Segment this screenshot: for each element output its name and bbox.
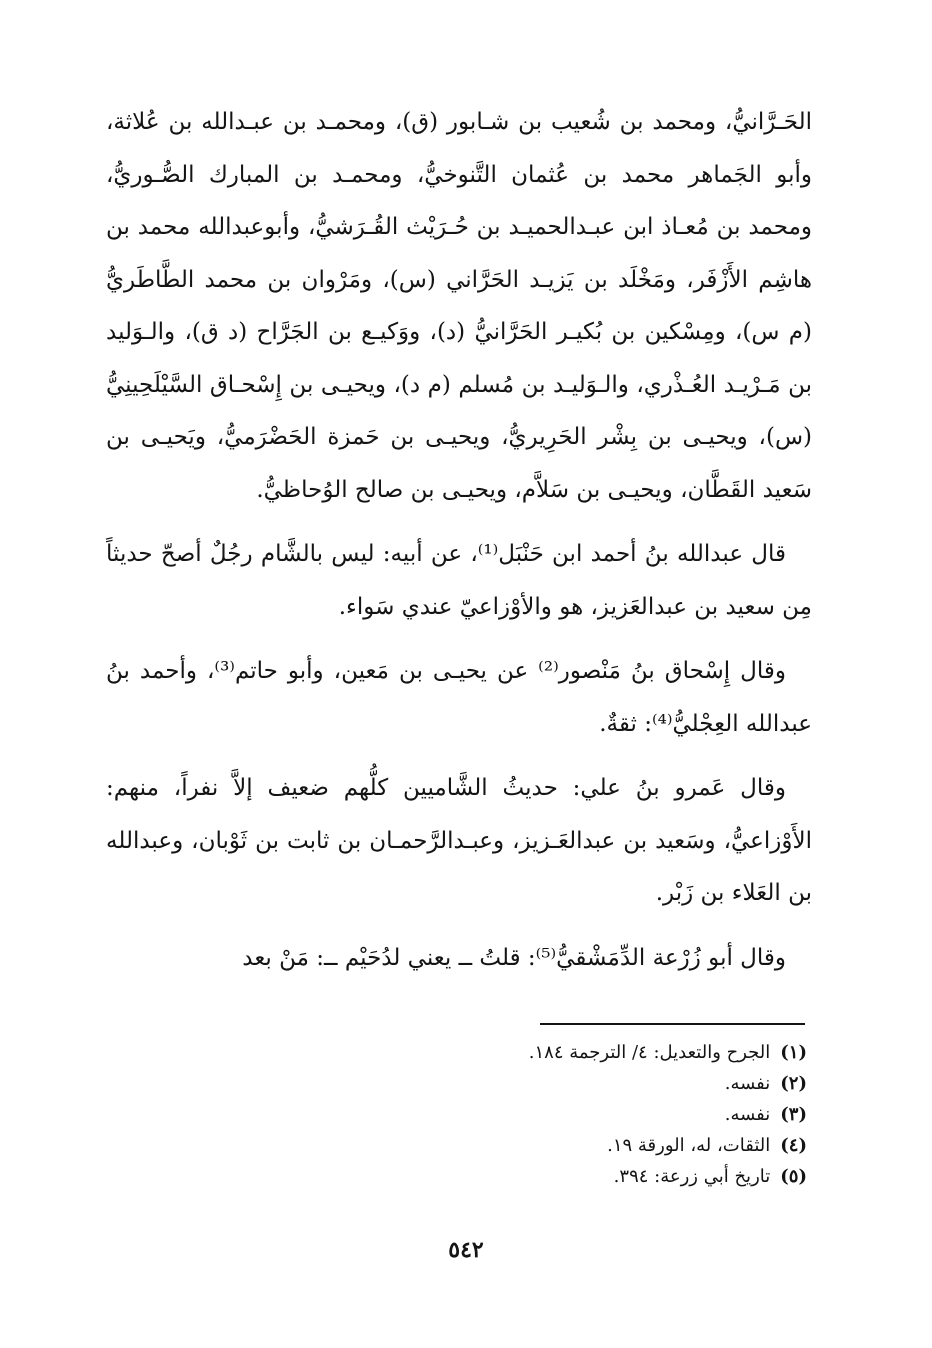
footnote-item — [420, 1161, 807, 1192]
footnote-item — [420, 1037, 807, 1068]
page-number: ٥٤٢ — [448, 1237, 484, 1263]
footnote-separator — [540, 1023, 805, 1025]
footnote-item — [420, 1099, 807, 1130]
footnote-text: الثقات، له، الورقة ١٩. — [607, 1135, 771, 1156]
footnote-item — [420, 1130, 807, 1161]
footnotes-list — [420, 1037, 807, 1192]
paragraph-amr-ibn-ali: وقال عَمرو بنُ علي: حديثُ الشَّاميين كلُّهم ضعيف إلاَّ نفراً، منهم: الأَوْزاعيُّ، وسَعيد بن عبدالعَـزيز، وعبـدالرَّحمـان بن ثابت بن ثَوْبان، وعبدالله بن العَلاء بن زَبْر. — [106, 775, 812, 906]
footnote-text: نفسه. — [724, 1073, 771, 1094]
paragraph-narrators-list: الحَـرَّانيُّ، ومحمد بن شُعيب بن شـابور (ق)، ومحمـد بن عبـدالله بن عُلاثة، وأبو الجَماهر محمد بن عُثمان التَّنوخيُّ، ومحمـد بن المبارك الصُّـوريُّ، ومحمد بن مُعـاذ ابن عبـدالحميـد بن حُـرَيْث القُـرَشيُّ، وأبوعبدالله محمد بن هاشِم الأَزْفَر، ومَخْلَد بن يَزيـد الحَرَّاني (س)، ومَرْوان بن محمد الطَّاطَريُّ (م س)، ومِسْكين بن بُكيـر الحَرَّانيُّ (د)، ووَكيـع بن الجَرَّاح (د ق)، والـوَليد بن مَـرْيـد العُـذْري، والـوَليـد بن مُسلم (م د)، ويحيـى بن إِسْحـاق السَّيْلَحِينِيُّ (س)، ويحيـى بن بِشْر الحَرِيريُّ، ويحيـى بن حَمزة الحَضْرَميُّ، ويَحيـى بن سَعيد القَطَّان، ويحيـى بن سَلاَّم، ويحيـى بن صالح الوُحاظيُّ. — [106, 109, 812, 503]
footnote-item — [420, 1068, 807, 1099]
paragraph-ahmad-ibn-hanbal: قال عبدالله بنُ أحمد ابن حَنْبَل⁽¹⁾، عن أبيه: ليس بالشَّام رجُلٌ أصحّ حديثاً مِن سعيد بن عبدالعَزيز، هو والأوْزاعيّ عندي سَواء. — [106, 541, 812, 620]
footnote-text: الجرح والتعديل: ٤/ الترجمة ١٨٤. — [528, 1042, 771, 1063]
paragraph-ishaq-ibn-mansur: وقال إِسْحاق بنُ مَنْصور⁽²⁾ عن يحيـى بن مَعين، وأبو حاتم⁽³⁾، وأحمد بنُ عبدالله العِجْليُّ⁽⁴⁾: ثقةٌ. — [106, 658, 812, 737]
footnote-text: تاريخ أبي زرعة: ٣٩٤. — [613, 1166, 771, 1187]
footnote-number: (١) — [780, 1042, 807, 1063]
footnote-number: (٥) — [780, 1166, 807, 1187]
paragraph-abu-zura: وقال أبو زُرْعة الدِّمَشْقيُّ⁽⁵⁾: قلتُ ــ يعني لدُحَيْم ــ: مَنْ بعد — [242, 944, 786, 971]
footnote-text: نفسه. — [724, 1104, 771, 1125]
footnote-number: (٢) — [780, 1073, 807, 1094]
footnote-number: (٤) — [780, 1135, 807, 1156]
footnote-number: (٣) — [780, 1104, 807, 1125]
main-text-block — [106, 96, 812, 996]
